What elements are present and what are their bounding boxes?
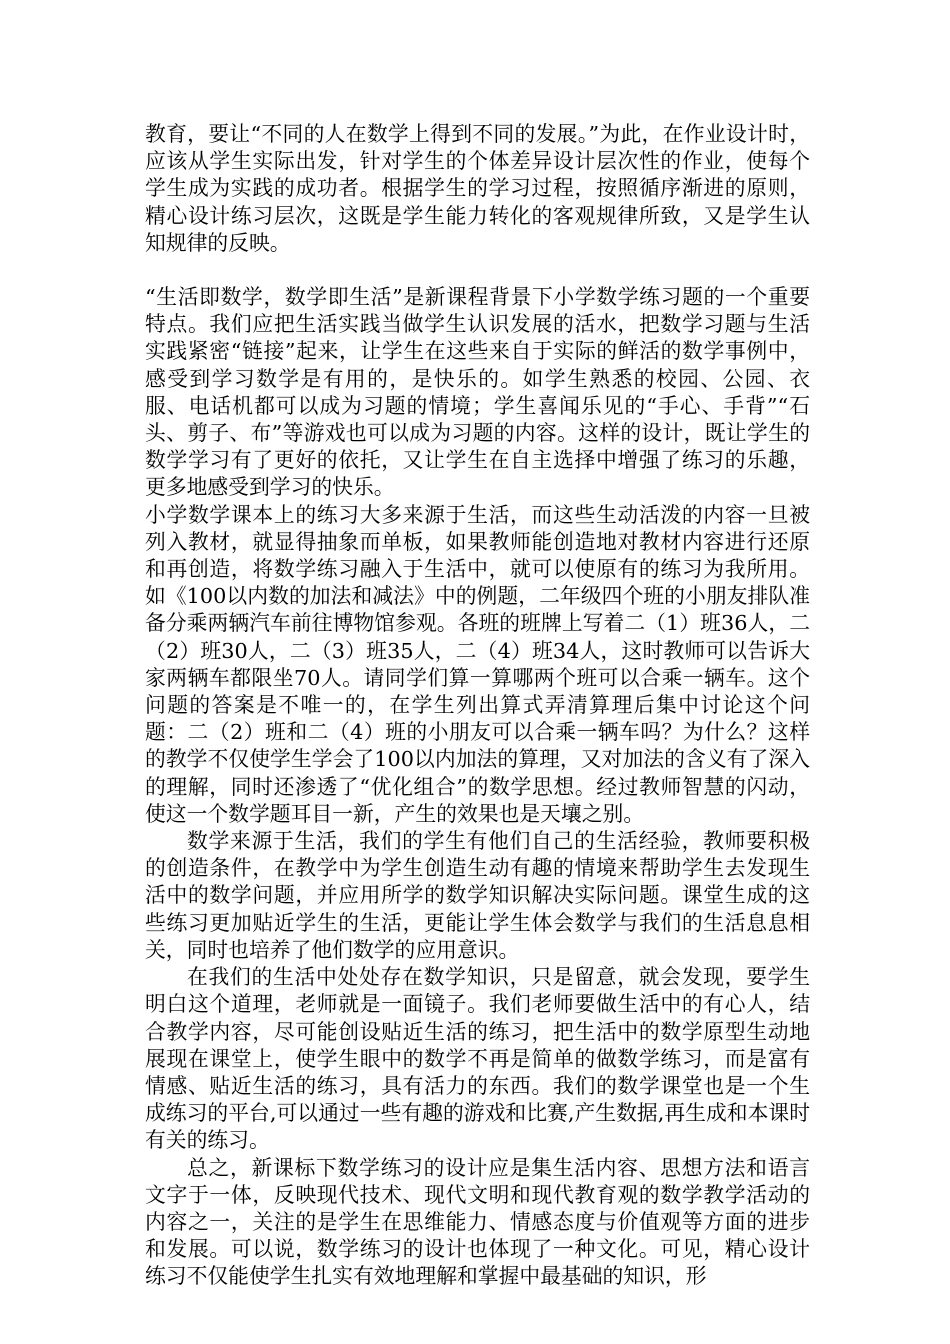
paragraph-1: 教育，要让“不同的人在数学上得到不同的发展。”为此，在作业设计时，应该从学生实际出发，针对学生的个体差异设计层次性的作业，使每个学生成为实践的成功者。根据学生的学习过程，按照循序渐进的原则，精心设计练习层次，这既是学生能力转化的客观规律所致，又是学生认知规律的反映。 (145, 122, 810, 255)
paragraph-3: 小学数学课本上的练习大多来源于生活，而这些生动活泼的内容一旦被列入教材，就显得抽象而单板，如果教师能创造地对教材内容进行还原和再创造，将数学练习融入于生活中，就可以使原有的练习为我所用。如《100以内数的加法和减法》中的例题，二年级四个班的小朋友排队准备分乘两辆汽车前往博物馆参观。各班的班牌上写着二（1）班36人，二（2）班30人，二（3）班35人，二（4）班34人，这时教师可以告诉大家两辆车都限坐70人。请同学们算一算哪两个班可以合乘一辆车。这个问题的答案是不唯一的，在学生列出算式弄清算理后集中讨论这个问题：二（2）班和二（4）班的小朋友可以合乘一辆车吗？为什么？这样的教学不仅使学生学会了100以内加法的算理，又对加法的含义有了深入的理解，同时还渗透了“优化组合”的数学思想。经过教师智慧的闪动，使这一个数学题耳目一新，产生的效果也是天壤之别。 (145, 502, 810, 826)
paragraph-4: 数学来源于生活，我们的学生有他们自己的生活经验，教师要积极的创造条件，在教学中为学生创造生动有趣的情境来帮助学生去发现生活中的数学问题，并应用所学的数学知识解决实际问题。课堂生成的这些练习更加贴近学生的生活，更能让学生体会数学与我们的生活息息相关，同时也培养了他们数学的应用意识。 (145, 829, 810, 962)
paragraph-6: 总之，新课标下数学练习的设计应是集生活内容、思想方法和语言文字于一体，反映现代技术、现代文明和现代教育观的数学教学活动的内容之一，关注的是学生在思维能力、情感态度与价值观等方面的进步和发展。可以说，数学练习的设计也体现了一种文化。可见，精心设计练习不仅能使学生扎实有效地理解和掌握中最基础的知识，形 (145, 1155, 810, 1289)
document-page (145, 121, 810, 1291)
paragraph-2: “生活即数学，数学即生活”是新课程背景下小学数学练习题的一个重要特点。我们应把生活实践当做学生认识发展的活水，把数学习题与生活实践紧密“链接”起来，让学生在这些来自于实际的鲜活的数学事例中，感受到学习数学是有用的，是快乐的。如学生熟悉的校园、公园、衣服、电话机都可以成为习题的情境；学生喜闻乐见的“手心、手背”“石头、剪子、布”等游戏也可以成为习题的内容。这样的设计，既让学生的数学学习有了更好的依托，又让学生在自主选择中增强了练习的乐趣，更多地感受到学习的快乐。 (145, 285, 810, 500)
paragraph-spacer (145, 257, 810, 284)
paragraph-5: 在我们的生活中处处存在数学知识，只是留意，就会发现，要学生明白这个道理，老师就是一面镜子。我们老师要做生活中的有心人，结合教学内容，尽可能创设贴近生活的练习，把生活中的数学原型生动地展现在课堂上，使学生眼中的数学不再是简单的做数学练习，而是富有情感、贴近生活的练习，具有活力的东西。我们的数学课堂也是一个生成练习的平台,可以通过一些有趣的游戏和比赛,产生数据,再生成和本课时有关的练习。 (145, 965, 810, 1153)
